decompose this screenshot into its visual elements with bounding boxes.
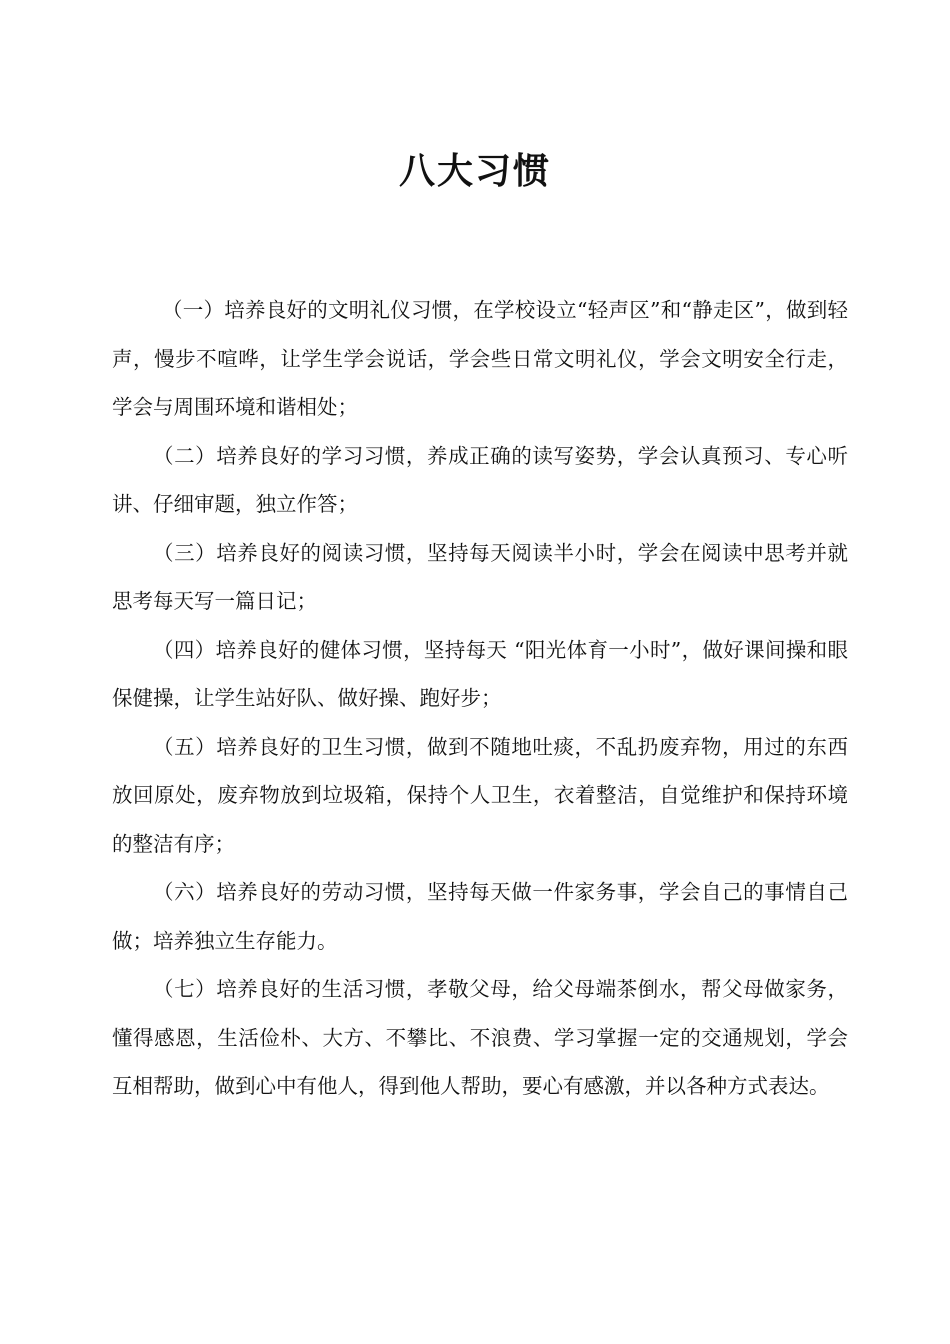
paragraph-7: （七）培养良好的生活习惯，孝敬父母，给父母端茶倒水，帮父母做家务，懂得感恩，生活俭朴、大方、不攀比、不浪费、学习掌握一定的交通规划，学会互相帮助，做到心中有他人，得到他人帮助，要心有感激，并以各种方式表达。 <box>112 977 848 1098</box>
paragraph-5: （五）培养良好的卫生习惯，做到不随地吐痰，不乱扔废弃物，用过的东西放回原处，废弃物放到垃圾箱，保持个人卫生，衣着整洁，自觉维护和保持环境的整洁有序； <box>112 734 848 856</box>
paragraph-4: （四）培养良好的健体习惯，坚持每天 “阳光体育一小时”，做好课间操和眼保健操，让学生站好队、做好操、跑好步； <box>112 637 848 710</box>
paragraph-6: （六）培养良好的劳动习惯，坚持每天做一件家务事，学会自己的事情自己做；培养独立生存能力。 <box>112 880 848 953</box>
paragraph-3: （三）培养良好的阅读习惯，坚持每天阅读半小时，学会在阅读中思考并就思考每天写一篇日记； <box>112 540 848 613</box>
paragraph-2: （二）培养良好的学习习惯，养成正确的读写姿势，学会认真预习、专心听讲、仔细审题，独立作答； <box>112 443 848 516</box>
document-body <box>112 286 848 1111</box>
document-title: 八大习惯 <box>398 150 551 193</box>
paragraph-1: （一）培养良好的文明礼仪习惯，在学校设立“轻声区”和“静走区”，做到轻声，慢步不喧哗，让学生学会说话，学会些日常文明礼仪，学会文明安全行走，学会与周围环境和谐相处； <box>112 298 848 419</box>
